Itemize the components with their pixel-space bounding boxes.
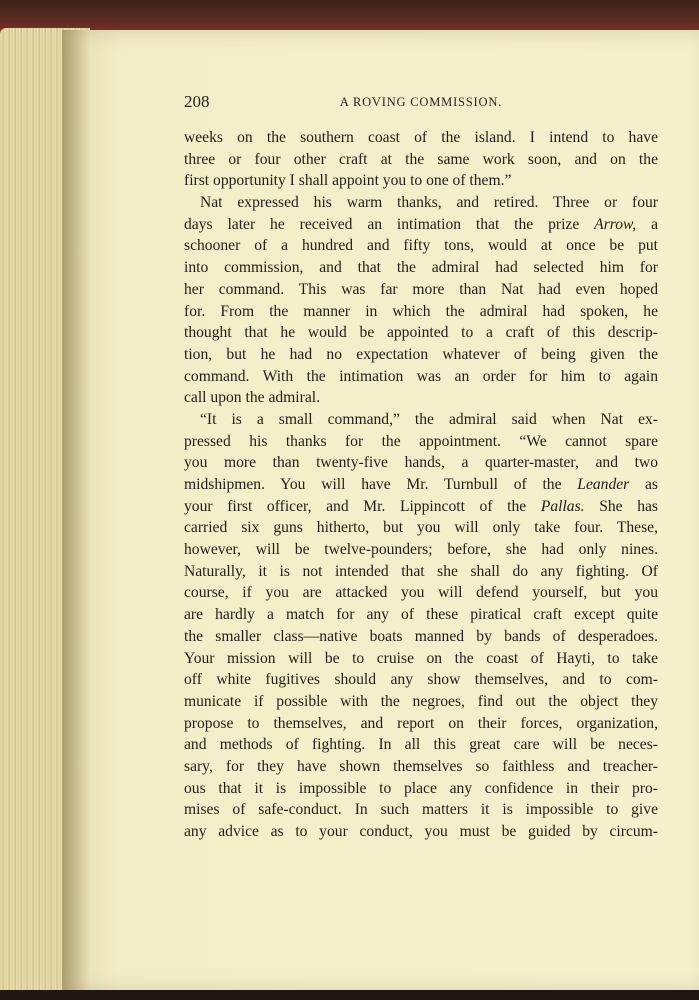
text-line xyxy=(184,235,658,257)
text-line xyxy=(184,452,658,474)
text-segment: are hardly a match for any of these piratical craft except quite xyxy=(184,606,658,624)
text-segment: tion, but he had no expectation whatever of being given the xyxy=(184,345,658,363)
text-segment: however, will be twelve-pounders; before, she had only nines. xyxy=(184,541,658,559)
text-line xyxy=(184,799,658,821)
text-line xyxy=(184,669,658,691)
text-segment: command. With the intimation was an order for him to again xyxy=(184,367,658,385)
text-line xyxy=(184,170,658,192)
italic-text: Arrow, xyxy=(594,215,637,233)
text-segment: course, if you are attacked you will defend yourself, but you xyxy=(184,584,658,602)
text-line xyxy=(184,734,658,756)
running-title: A ROVING COMMISSION. xyxy=(339,95,503,109)
text-line xyxy=(184,626,658,648)
text-segment: a xyxy=(636,215,659,233)
text-segment: first opportunity I shall appoint you to one of them.” xyxy=(184,172,512,190)
text-segment: and methods of fighting. In all this great care will be neces- xyxy=(184,736,658,754)
text-segment: schooner of a hundred and fifty tons, would at once be put xyxy=(184,237,658,255)
text-segment: carried six guns hitherto, but you will only take four. These, xyxy=(184,519,658,537)
text-segment: her command. This was far more than Nat had even hoped xyxy=(184,280,658,298)
text-segment: as xyxy=(629,476,658,493)
text-segment: Naturally, it is not intended that she shall do any fighting. Of xyxy=(184,562,658,580)
book-top-edge xyxy=(0,0,699,34)
text-line xyxy=(184,127,658,149)
text-segment: sary, for they have shown themselves so faithless and treacher- xyxy=(184,757,658,775)
text-segment: Nat expressed his warm thanks, and retired. Three or four xyxy=(200,194,658,212)
text-line xyxy=(184,387,658,409)
text-segment: for. From the manner in which the admiral had spoken, he xyxy=(184,302,658,320)
text-line xyxy=(184,409,658,431)
text-line xyxy=(184,431,658,453)
text-segment: weeks on the southern coast of the island. I intend to have xyxy=(184,129,658,146)
text-line xyxy=(184,561,658,583)
text-segment: municate if possible with the negroes, find out the object they xyxy=(184,692,658,710)
text-segment: you more than twenty-five hands, a quarter-master, and two xyxy=(184,454,658,472)
page-header xyxy=(184,92,658,114)
italic-text: Pallas. xyxy=(540,497,585,515)
text-segment: into commission, and that the admiral had selected him for xyxy=(184,259,658,277)
text-segment: ous that it is impossible to place any confidence in their pro- xyxy=(184,779,658,797)
text-segment: days later he received an intimation that the prize xyxy=(184,215,595,233)
text-segment: mises of safe-conduct. In such matters it is impossible to give xyxy=(184,801,658,819)
text-segment: any advice as to your conduct, you must be guided by circum- xyxy=(184,823,658,840)
text-line xyxy=(184,756,658,778)
text-line xyxy=(184,604,658,626)
text-line xyxy=(184,301,658,323)
text-segment: off white fugitives should any show themselves, and to com- xyxy=(184,671,658,689)
text-line xyxy=(184,517,658,539)
body-text xyxy=(184,127,658,843)
text-line xyxy=(184,192,658,214)
text-line xyxy=(184,279,658,301)
text-segment: the smaller class—native boats manned by bands of desperadoes. xyxy=(184,627,658,645)
text-line xyxy=(184,713,658,735)
text-line xyxy=(184,691,658,713)
text-segment: She has xyxy=(584,497,658,515)
text-line xyxy=(184,539,658,561)
text-line xyxy=(184,778,658,800)
text-segment: pressed his thanks for the appointment. “We cannot spare xyxy=(184,432,658,450)
text-line xyxy=(184,496,658,518)
book-bottom-edge xyxy=(0,990,699,1000)
text-line xyxy=(184,821,658,843)
text-segment: call upon the admiral. xyxy=(184,389,320,407)
text-line xyxy=(184,257,658,279)
text-segment: Your mission will be to cruise on the coast of Hayti, to take xyxy=(184,649,658,667)
text-segment: three or four other craft at the same work soon, and on the xyxy=(184,150,658,168)
text-line xyxy=(184,648,658,670)
text-segment: thought that he would be appointed to a craft of this descrip- xyxy=(184,324,658,342)
page-number: 208 xyxy=(184,92,210,111)
text-segment: your first officer, and Mr. Lippincott of the xyxy=(184,497,541,515)
text-line xyxy=(184,474,658,496)
text-segment: midshipmen. You will have Mr. Turnbull of the xyxy=(184,476,578,493)
text-line xyxy=(184,366,658,388)
spine-shadow xyxy=(62,30,90,992)
text-segment: propose to themselves, and report on their forces, organization, xyxy=(184,714,658,732)
text-line xyxy=(184,322,658,344)
text-line xyxy=(184,149,658,171)
italic-text: Leander xyxy=(577,476,630,493)
text-segment: “It is a small command,” the admiral said when Nat ex- xyxy=(200,410,658,428)
text-line xyxy=(184,214,658,236)
text-line xyxy=(184,582,658,604)
text-line xyxy=(184,344,658,366)
